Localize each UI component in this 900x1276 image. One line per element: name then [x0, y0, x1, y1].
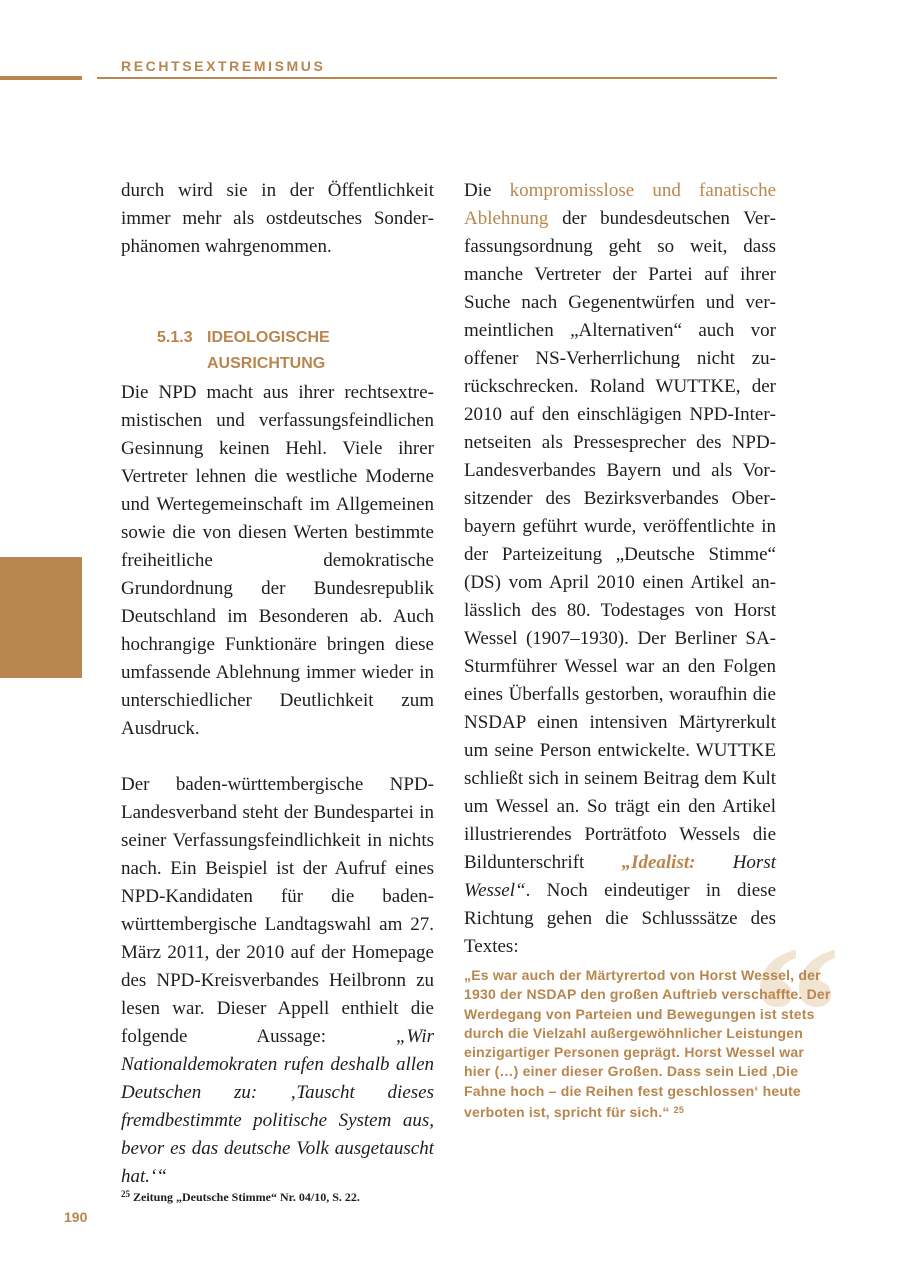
caption-quote: Horst Wessel“ — [464, 852, 776, 901]
quote-mark-icon: “ — [742, 908, 837, 1118]
caption-quote-gold: „Idealist: — [621, 852, 696, 873]
left-column — [121, 177, 434, 1191]
running-header: RECHTSEXTREMISMUS — [121, 58, 326, 74]
intro-paragraph: durch wird sie in der Öffentlichkeit immer mehr als ostdeutsches Sonderphänomen wahrgenommen. — [121, 180, 434, 257]
footnote-number: 25 — [121, 1189, 130, 1199]
paragraph-text: der bundesdeutschen Verfassungsordnung geht so weit, dass manche Vertreter der Partei auf ihrer Suche nach Gegenentwürfen und vermeintlichen „Alternativen“ auch vor offener NS-Verherrlichung nicht zurückschrecken. Roland WUTTKE, der 2010 auf den einschlägigen NPD-Internetseiten als Pressesprecher des NPD-Landesverbandes Bayern und als Vorsitzender des Bezirksverbandes Oberbayern geführt wurde, veröffentlichte in der Parteizeitung „Deutsche Stimme“ (DS) vom April 2010 einen Artikel anlässlich des 80. Todestages von Horst Wessel (1907–1930). Der Berliner SA-Sturmführer Wessel war an den Folgen eines Überfalls gestorben, woraufhin die NSDAP einen intensiven Märtyrerkult um seine Person entwickelte. WUTTKE schließt sich in seinem Beitrag dem Kult um Wessel an. So trägt ein den Artikel illustrierendes Porträtfoto Wessels die Bildunterschrift — [464, 208, 776, 873]
pull-quote — [464, 966, 834, 1122]
paragraph-text: Der baden-württembergische NPD-Landesverband steht der Bundespartei in seiner Verfassungsfeindlichkeit in nichts nach. Ein Beispiel ist der Aufruf eines NPD-Kandidaten für die baden-württembergische Landtagswahl am 27. März 2011, der 2010 auf der Homepage des NPD-Kreisverbandes Heilbronn zu lesen war. Dieser Appell enthielt die folgende Aussage: — [121, 774, 434, 1047]
paragraph-lead: Die — [464, 180, 510, 201]
paragraph-text-end: . Noch eindeutiger in diese Richtung gehen die Schlusssätze des Textes: — [464, 880, 776, 957]
header-rule-left — [0, 76, 82, 80]
paragraph — [121, 771, 434, 1191]
section-number: 5.1.3 — [157, 329, 193, 346]
section-title-line1: IDEOLOGISCHE — [207, 329, 330, 346]
page-number: 190 — [64, 1209, 88, 1225]
footnote-reference: 25 — [673, 1105, 685, 1116]
inline-quote: „Wir Nationaldemokraten rufen deshalb allen Deutschen zu: ‚Tauscht dieses fremdbestimmte politische System aus, bevor es das deutsche Volk ausgetauscht hat.‘“ — [121, 1026, 434, 1187]
section-title-line2: AUSRICHTUNG — [207, 355, 326, 372]
paragraph: Die NPD macht aus ihrer rechtsextremistischen und verfassungsfeindlichen Gesinnung keinen Hehl. Viele ihrer Vertreter lehnen die westliche Moderne und Wertegemeinschaft im Allgemeinen sowie die von diesen Werten bestimmte freiheitliche demokratische Grundordnung der Bundesrepublik Deutschland im Besonderen ab. Auch hochrangige Funktionäre bringen diese umfassende Ablehnung immer wieder in unterschiedlicher Deutlichkeit zum Ausdruck. — [121, 382, 434, 739]
right-column — [464, 177, 776, 961]
header-rule — [97, 77, 777, 79]
pull-quote-text: „Es war auch der Märtyrertod von Horst Wessel, der 1930 der NSDAP den großen Auftrieb verschaffte. Der Werdegang von Parteien und Bewegungen ist stets durch die Vielzahl außergewöhnlicher Leistungen einzigartiger Personen geprägt. Horst Wessel war hier (…) einer dieser Großen. Dass sein Lied ‚Die Fahne hoch – die Reihen fest geschlossen‘ heute verboten ist, spricht für sich.“ — [464, 967, 831, 1121]
highlighted-phrase: kompromisslose und fanatische Ablehnung — [464, 180, 777, 229]
footnote-text: Zeitung „Deutsche Stimme“ Nr. 04/10, S. 22. — [133, 1190, 360, 1204]
chapter-marker-tab — [0, 557, 82, 678]
footnote — [121, 1189, 360, 1205]
paragraph — [464, 177, 776, 961]
section-heading — [157, 325, 434, 377]
